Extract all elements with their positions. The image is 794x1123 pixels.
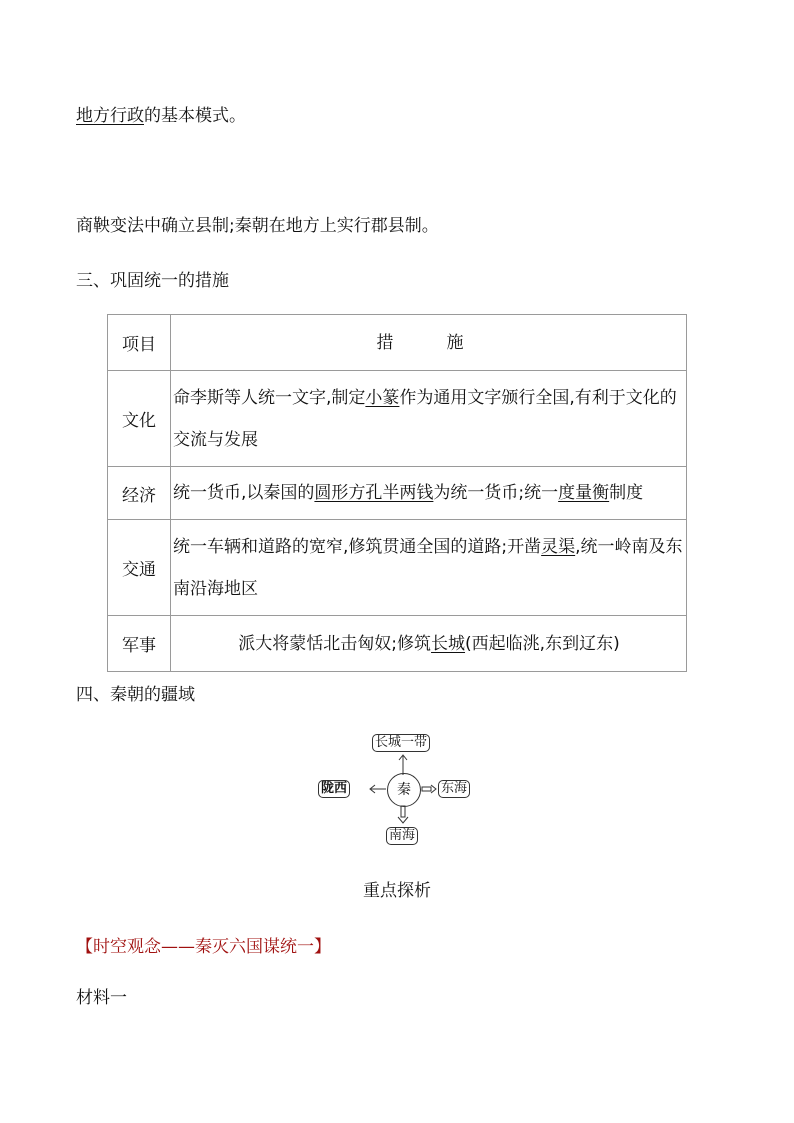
underlined-answer: 度量衡 xyxy=(558,483,610,503)
row-measure: 命李斯等人统一文字,制定小篆作为通用文字颁行全国,有利于文化的交流与发展 xyxy=(171,371,687,467)
arrow-east-head xyxy=(431,785,436,793)
table-header-row xyxy=(108,315,687,371)
header-item: 项目 xyxy=(108,315,171,371)
paragraph-2: 商鞅变法中确立县制;秦朝在地方上实行郡县制。 xyxy=(76,216,439,236)
territory-diagram xyxy=(310,728,486,852)
label-east: 东海 xyxy=(438,780,470,798)
underlined-answer: 小篆 xyxy=(365,387,400,408)
focus-title: 重点探析 xyxy=(363,881,431,901)
row-measure: 统一货币,以秦国的圆形方孔半两钱为统一货币;统一度量衡制度 xyxy=(171,467,687,520)
section-4-title: 四、秦朝的疆域 xyxy=(76,685,195,705)
row-item: 经济 xyxy=(108,467,171,520)
table-row xyxy=(108,616,687,672)
table-row xyxy=(108,371,687,467)
section-3-title: 三、巩固统一的措施 xyxy=(76,271,229,291)
arrow-south xyxy=(401,806,405,817)
row-measure: 统一车辆和道路的宽窄,修筑贯通全国的道路;开凿灵渠,统一岭南及东南沿海地区 xyxy=(171,520,687,616)
label-west: 陇西 xyxy=(318,780,350,798)
underlined-answer: 地方行政 xyxy=(76,106,144,126)
underlined-answer: 灵渠 xyxy=(541,536,576,557)
row-item: 军事 xyxy=(108,616,171,672)
row-measure: 派大将蒙恬北击匈奴;修筑长城(西起临洮,东到辽东) xyxy=(171,616,687,672)
arrow-east xyxy=(422,787,431,791)
underlined-answer: 长城 xyxy=(431,633,466,654)
center-node: 秦 xyxy=(387,773,421,807)
underlined-answer: 圆形方孔半两钱 xyxy=(314,483,434,503)
table-row xyxy=(108,520,687,616)
material-label: 材料一 xyxy=(76,988,127,1008)
paragraph-1 xyxy=(76,104,246,128)
row-item: 交通 xyxy=(108,520,171,616)
label-north: 长城一带 xyxy=(372,734,430,752)
paragraph-text: 的基本模式。 xyxy=(144,106,246,126)
header-measure: 措 施 xyxy=(171,315,687,371)
row-item: 文化 xyxy=(108,371,171,467)
table-row xyxy=(108,467,687,520)
label-south: 南海 xyxy=(386,827,418,845)
measures-table xyxy=(107,314,687,672)
arrow-south-head xyxy=(398,817,408,823)
theme-heading: 【时空观念——秦灭六国谋统一】 xyxy=(76,937,331,957)
